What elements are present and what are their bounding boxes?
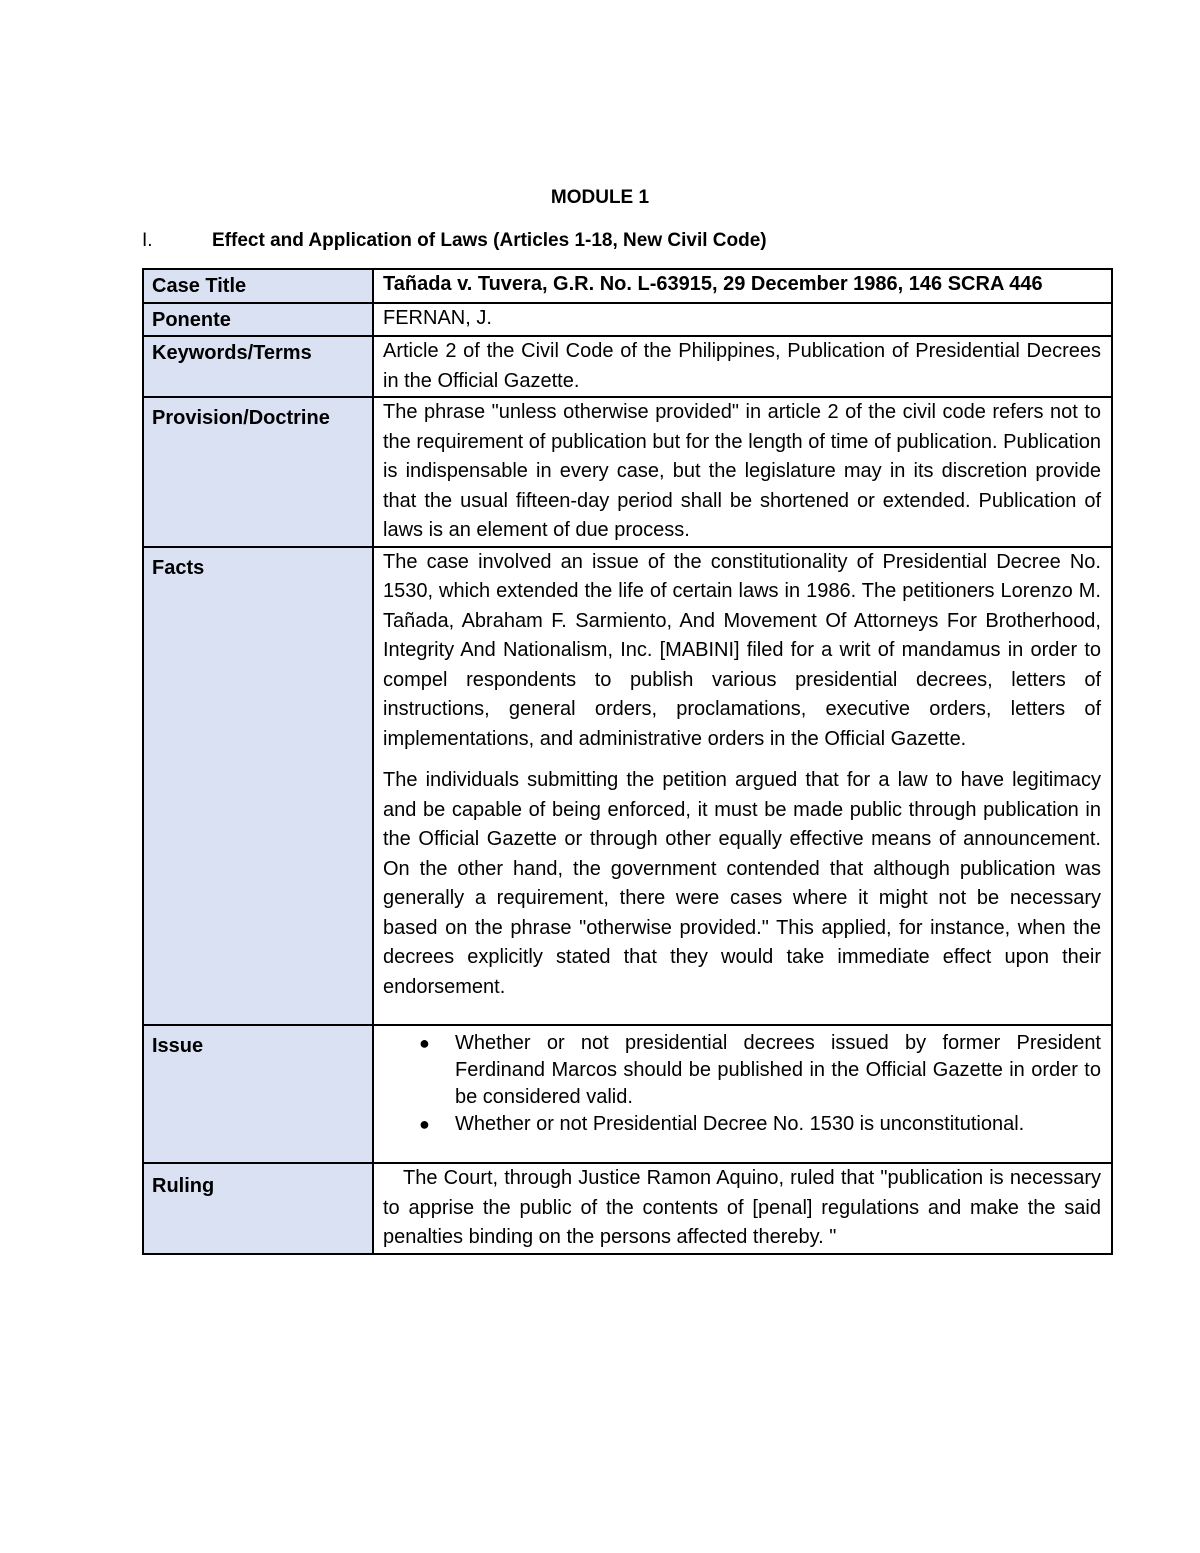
value-ponente: FERNAN, J. <box>373 303 1112 337</box>
issue-text: Whether or not Presidential Decree No. 1530 is unconstitutional. <box>455 1113 1025 1135</box>
row-keywords <box>143 336 1112 397</box>
issue-text: Whether or not presidential decrees issued by former President Ferdinand Marcos should be published in the Official Gazette in order to be considered valid. <box>455 1032 1101 1108</box>
value-provision: The phrase "unless otherwise provided" in article 2 of the civil code refers not to the requirement of publication but for the length of time of publication. Publication is indispensable in every case, but the legislature may in its discretion provide that the usual fifteen-day period shall be shortened or extended. Publication of laws is an element of due process. <box>373 397 1112 547</box>
bullet-icon: ● <box>419 1033 430 1053</box>
row-facts <box>143 547 1112 1026</box>
label-case-title: Case Title <box>143 269 373 303</box>
facts-paragraph: The case involved an issue of the constitutionality of Presidential Decree No. 1530, which extended the life of certain laws in 1986. The petitioners Lorenzo M. Tañada, Abraham F. Sarmiento, And Movement Of Attorneys For Brotherhood, Integrity And Nationalism, Inc. [MABINI] filed for a writ of mandamus in order to compel respondents to publish various presidential decrees, letters of instructions, general orders, proclamations, executive orders, letters of implementations, and administrative orders in the Official Gazette. <box>383 550 1101 750</box>
label-facts: Facts <box>143 547 373 1026</box>
label-keywords: Keywords/Terms <box>143 336 373 397</box>
row-issue <box>143 1025 1112 1163</box>
case-digest-table <box>142 268 1113 1255</box>
list-item <box>419 1111 1101 1138</box>
label-provision: Provision/Doctrine <box>143 397 373 547</box>
section-heading-text: Effect and Application of Laws (Articles 1-18, New Civil Code) <box>212 230 767 251</box>
list-item <box>419 1030 1101 1111</box>
module-title: MODULE 1 <box>550 187 650 208</box>
issue-list <box>383 1030 1101 1138</box>
row-provision <box>143 397 1112 547</box>
row-ruling <box>143 1163 1112 1254</box>
row-ponente <box>143 303 1112 337</box>
value-issue <box>373 1025 1112 1163</box>
label-ruling: Ruling <box>143 1163 373 1254</box>
value-facts <box>373 547 1112 1026</box>
label-ponente: Ponente <box>143 303 373 337</box>
facts-paragraph: The individuals submitting the petition argued that for a law to have legitimacy and be capable of being enforced, it must be made public through publication in the Official Gazette or through other equally effective means of announcement. On the other hand, the government contended that although publication was generally a requirement, there were cases where it might not be necessary based on the phrase "otherwise provided." This applied, for instance, when the decrees explicitly stated that they would take immediate effect upon their endorsement. <box>383 769 1101 998</box>
value-keywords: Article 2 of the Civil Code of the Philippines, Publication of Presidential Decrees in the Official Gazette. <box>373 336 1112 397</box>
bullet-icon: ● <box>419 1114 430 1134</box>
value-case-title: Tañada v. Tuvera, G.R. No. L-63915, 29 December 1986, 146 SCRA 446 <box>373 269 1112 303</box>
row-case-title <box>143 269 1112 303</box>
section-numeral: I. <box>142 230 153 251</box>
section-heading <box>142 229 767 253</box>
value-ruling: The Court, through Justice Ramon Aquino, ruled that "publication is necessary to apprise the public of the contents of [penal] regulations and make the said penalties binding on the persons affected thereby. " <box>373 1163 1112 1254</box>
label-issue: Issue <box>143 1025 373 1163</box>
